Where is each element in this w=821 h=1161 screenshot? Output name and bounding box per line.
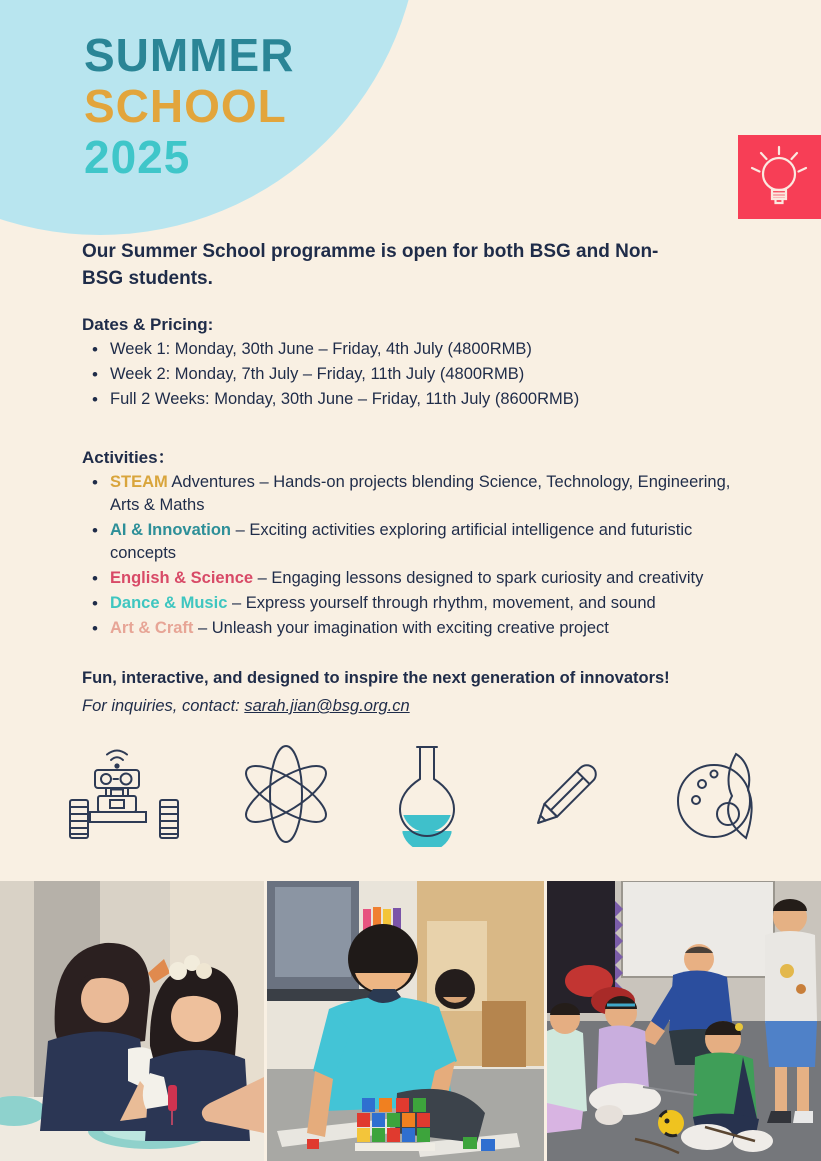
- list-item: [82, 617, 742, 640]
- list-item: • Week 2: Monday, 7th July – Friday, 11th July (4800RMB): [82, 363, 742, 386]
- activity-text: – Exciting activities exploring artificial intelligence and futuristic concepts: [110, 521, 693, 562]
- intro-text: Our Summer School programme is open for both BSG and Non-BSG students.: [82, 241, 659, 289]
- photo-strip: [0, 881, 821, 1161]
- lightbulb-icon: [738, 135, 821, 219]
- list-item: [82, 592, 742, 615]
- activity-text: – Unleash your imagination with exciting creative project: [193, 619, 609, 637]
- activity-text: Adventures – Hands-on projects blending Science, Technology, Engineering, Arts & Maths: [110, 473, 731, 514]
- dates-pricing-list: [82, 338, 742, 411]
- flask-icon: [392, 741, 462, 847]
- list-item: [82, 567, 742, 590]
- title-line-year: 2025: [84, 131, 191, 183]
- theme-icons-row: [68, 733, 764, 855]
- photo-block-building: [267, 881, 544, 1161]
- pencil-icon: [518, 745, 616, 843]
- activity-label: STEAM: [110, 473, 168, 491]
- list-item: • Week 1: Monday, 30th June – Friday, 4th July (4800RMB): [82, 338, 742, 361]
- atom-icon: [236, 741, 336, 847]
- activities-heading: Activities：: [82, 448, 175, 467]
- contact-line: [82, 694, 772, 718]
- activity-label: English & Science: [110, 569, 254, 587]
- list-item: [82, 519, 742, 565]
- dates-pricing-heading: Dates & Pricing:: [82, 315, 214, 334]
- activity-label: Dance & Music: [110, 594, 228, 612]
- title-line-summer: SUMMER: [84, 29, 295, 81]
- page-title: [84, 30, 294, 183]
- activity-label: AI & Innovation: [110, 521, 231, 539]
- activity-label: Art & Craft: [110, 619, 194, 637]
- contact-email-link[interactable]: sarah.jian@bsg.org.cn: [244, 697, 410, 715]
- activity-text: – Engaging lessons designed to spark curiosity and creativity: [253, 569, 704, 587]
- lightbulb-badge: [738, 135, 821, 219]
- palette-icon: [672, 746, 764, 842]
- list-item: [82, 471, 742, 517]
- title-line-school: SCHOOL: [84, 80, 287, 132]
- activity-text: – Express yourself through rhythm, movement, and sound: [227, 594, 656, 612]
- contact-prefix: For inquiries, contact:: [82, 697, 245, 715]
- flyer-body: [82, 238, 772, 718]
- robot-icon: [68, 744, 180, 844]
- activities-list: [82, 471, 742, 640]
- photo-science-experiment: [0, 881, 264, 1161]
- photo-robot-lesson: [547, 881, 821, 1161]
- list-item: • Full 2 Weeks: Monday, 30th June – Friday, 11th July (8600RMB): [82, 388, 742, 411]
- closing-statement: Fun, interactive, and designed to inspire the next generation of innovators!: [82, 669, 670, 687]
